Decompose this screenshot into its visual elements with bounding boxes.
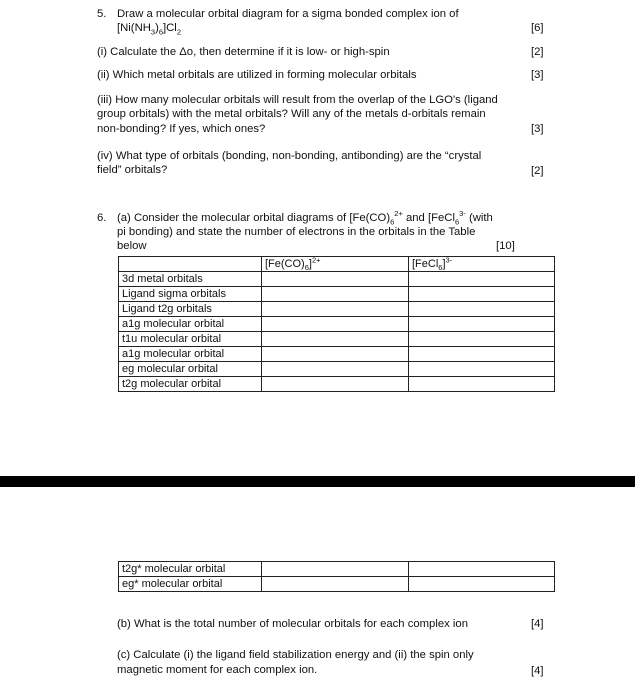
q5-iv-line1: (iv) What type of orbitals (bonding, non-bonding, antibonding) are the “crystal — [97, 150, 482, 162]
table-row — [119, 577, 555, 592]
q5-marks: [6] — [531, 22, 544, 34]
table-row — [119, 332, 555, 347]
fe-co-cell[interactable] — [262, 302, 409, 317]
q6-b-marks: [4] — [531, 618, 544, 630]
table-row — [119, 317, 555, 332]
table-row — [119, 272, 555, 287]
fe-co-cell[interactable] — [262, 287, 409, 302]
fe-cl-cell[interactable] — [409, 287, 555, 302]
table-row — [119, 362, 555, 377]
q5-ii-text: (ii) Which metal orbitals are utilized in forming molecular orbitals — [97, 69, 417, 81]
row-label: 3d metal orbitals — [119, 272, 262, 287]
q5-line1: Draw a molecular orbital diagram for a sigma bonded complex ion of — [117, 8, 459, 20]
q6-a-line1: (a) Consider the molecular orbital diagrams of [$Fe(CO)_6^{2+}$ and [FeCl$_6^{3-}$ (with — [117, 209, 493, 227]
fe-cl-cell[interactable] — [409, 377, 555, 392]
header-blank-cell — [119, 257, 262, 272]
fe-co-cell[interactable] — [262, 317, 409, 332]
q5-iv-marks: [2] — [531, 165, 544, 177]
q5-number: 5. — [97, 8, 107, 20]
header-fe-co-bracket: ] — [308, 258, 312, 270]
row-label: t1u molecular orbital — [119, 332, 262, 347]
table-header-row — [119, 257, 555, 272]
q6-a-line2: pi bonding) and state the number of electrons in the orbitals in the Table — [117, 226, 476, 238]
q6-c-marks: [4] — [531, 665, 544, 677]
fe-cl-cell[interactable] — [409, 272, 555, 287]
fe-cl-cell[interactable] — [409, 362, 555, 377]
fe-cl-cell[interactable] — [409, 577, 555, 592]
row-label: eg molecular orbital — [119, 362, 262, 377]
electron-table-continued — [118, 561, 555, 592]
q5-iii-line3: non-bonding? If yes, which ones? — [97, 123, 266, 135]
q5-iii-line2: group orbitals) with the metal orbitals? Will any of the metals d-orbitals remain — [97, 108, 486, 120]
header-fe-cl: [FeCl$_6$]$^{3-}$ — [409, 257, 555, 272]
q5-complex: $[Ni(NH_3)_6]Cl_2$ — [117, 22, 181, 37]
fe-cl-cell[interactable] — [409, 347, 555, 362]
q6-a-marks: [10] — [496, 240, 515, 252]
fe-cl-cell[interactable] — [409, 562, 555, 577]
row-label: a1g molecular orbital — [119, 347, 262, 362]
fe-co-cell[interactable] — [262, 577, 409, 592]
q5-i-marks: [2] — [531, 46, 544, 58]
header-fe-co: $[Fe(CO)_6]^{2+}$ — [262, 257, 409, 272]
fe-co-cell[interactable] — [262, 562, 409, 577]
table-row — [119, 377, 555, 392]
electron-table — [118, 256, 555, 392]
q6-a-line3: below — [117, 240, 147, 252]
q5-iii-line1: (iii) How many molecular orbitals will result from the overlap of the LGO's (ligand — [97, 94, 498, 106]
row-label: t2g* molecular orbital — [119, 562, 262, 577]
table-row — [119, 287, 555, 302]
fe-co-cell[interactable] — [262, 362, 409, 377]
row-label: Ligand t2g orbitals — [119, 302, 262, 317]
fe-cl-cell[interactable] — [409, 317, 555, 332]
table-row — [119, 302, 555, 317]
row-label: a1g molecular orbital — [119, 317, 262, 332]
row-label: eg* molecular orbital — [119, 577, 262, 592]
q6-number: 6. — [97, 212, 107, 224]
page-bottom — [0, 487, 635, 700]
table-row — [119, 347, 555, 362]
q6-b-text: (b) What is the total number of molecular orbitals for each complex ion — [117, 618, 468, 630]
fe-cl-cell[interactable] — [409, 302, 555, 317]
fe-co-cell[interactable] — [262, 272, 409, 287]
q5-iii-marks: [3] — [531, 123, 544, 135]
row-label: t2g molecular orbital — [119, 377, 262, 392]
q5-i-text: (i) Calculate the Δo, then determine if it is low- or high-spin — [97, 46, 390, 58]
fe-cl-cell[interactable] — [409, 332, 555, 347]
fe-co-cell[interactable] — [262, 377, 409, 392]
q6-c-line1: (c) Calculate (i) the ligand field stabilization energy and (ii) the spin only — [117, 649, 474, 661]
q6-c-line2: magnetic moment for each complex ion. — [117, 664, 318, 676]
fe-co-cell[interactable] — [262, 347, 409, 362]
fe-co-cell[interactable] — [262, 332, 409, 347]
table-row — [119, 562, 555, 577]
row-label: Ligand sigma orbitals — [119, 287, 262, 302]
q5-iv-line2: field” orbitals? — [97, 164, 168, 176]
header-fe-cl-bracket: ] — [442, 258, 446, 270]
q5-ii-marks: [3] — [531, 69, 544, 81]
